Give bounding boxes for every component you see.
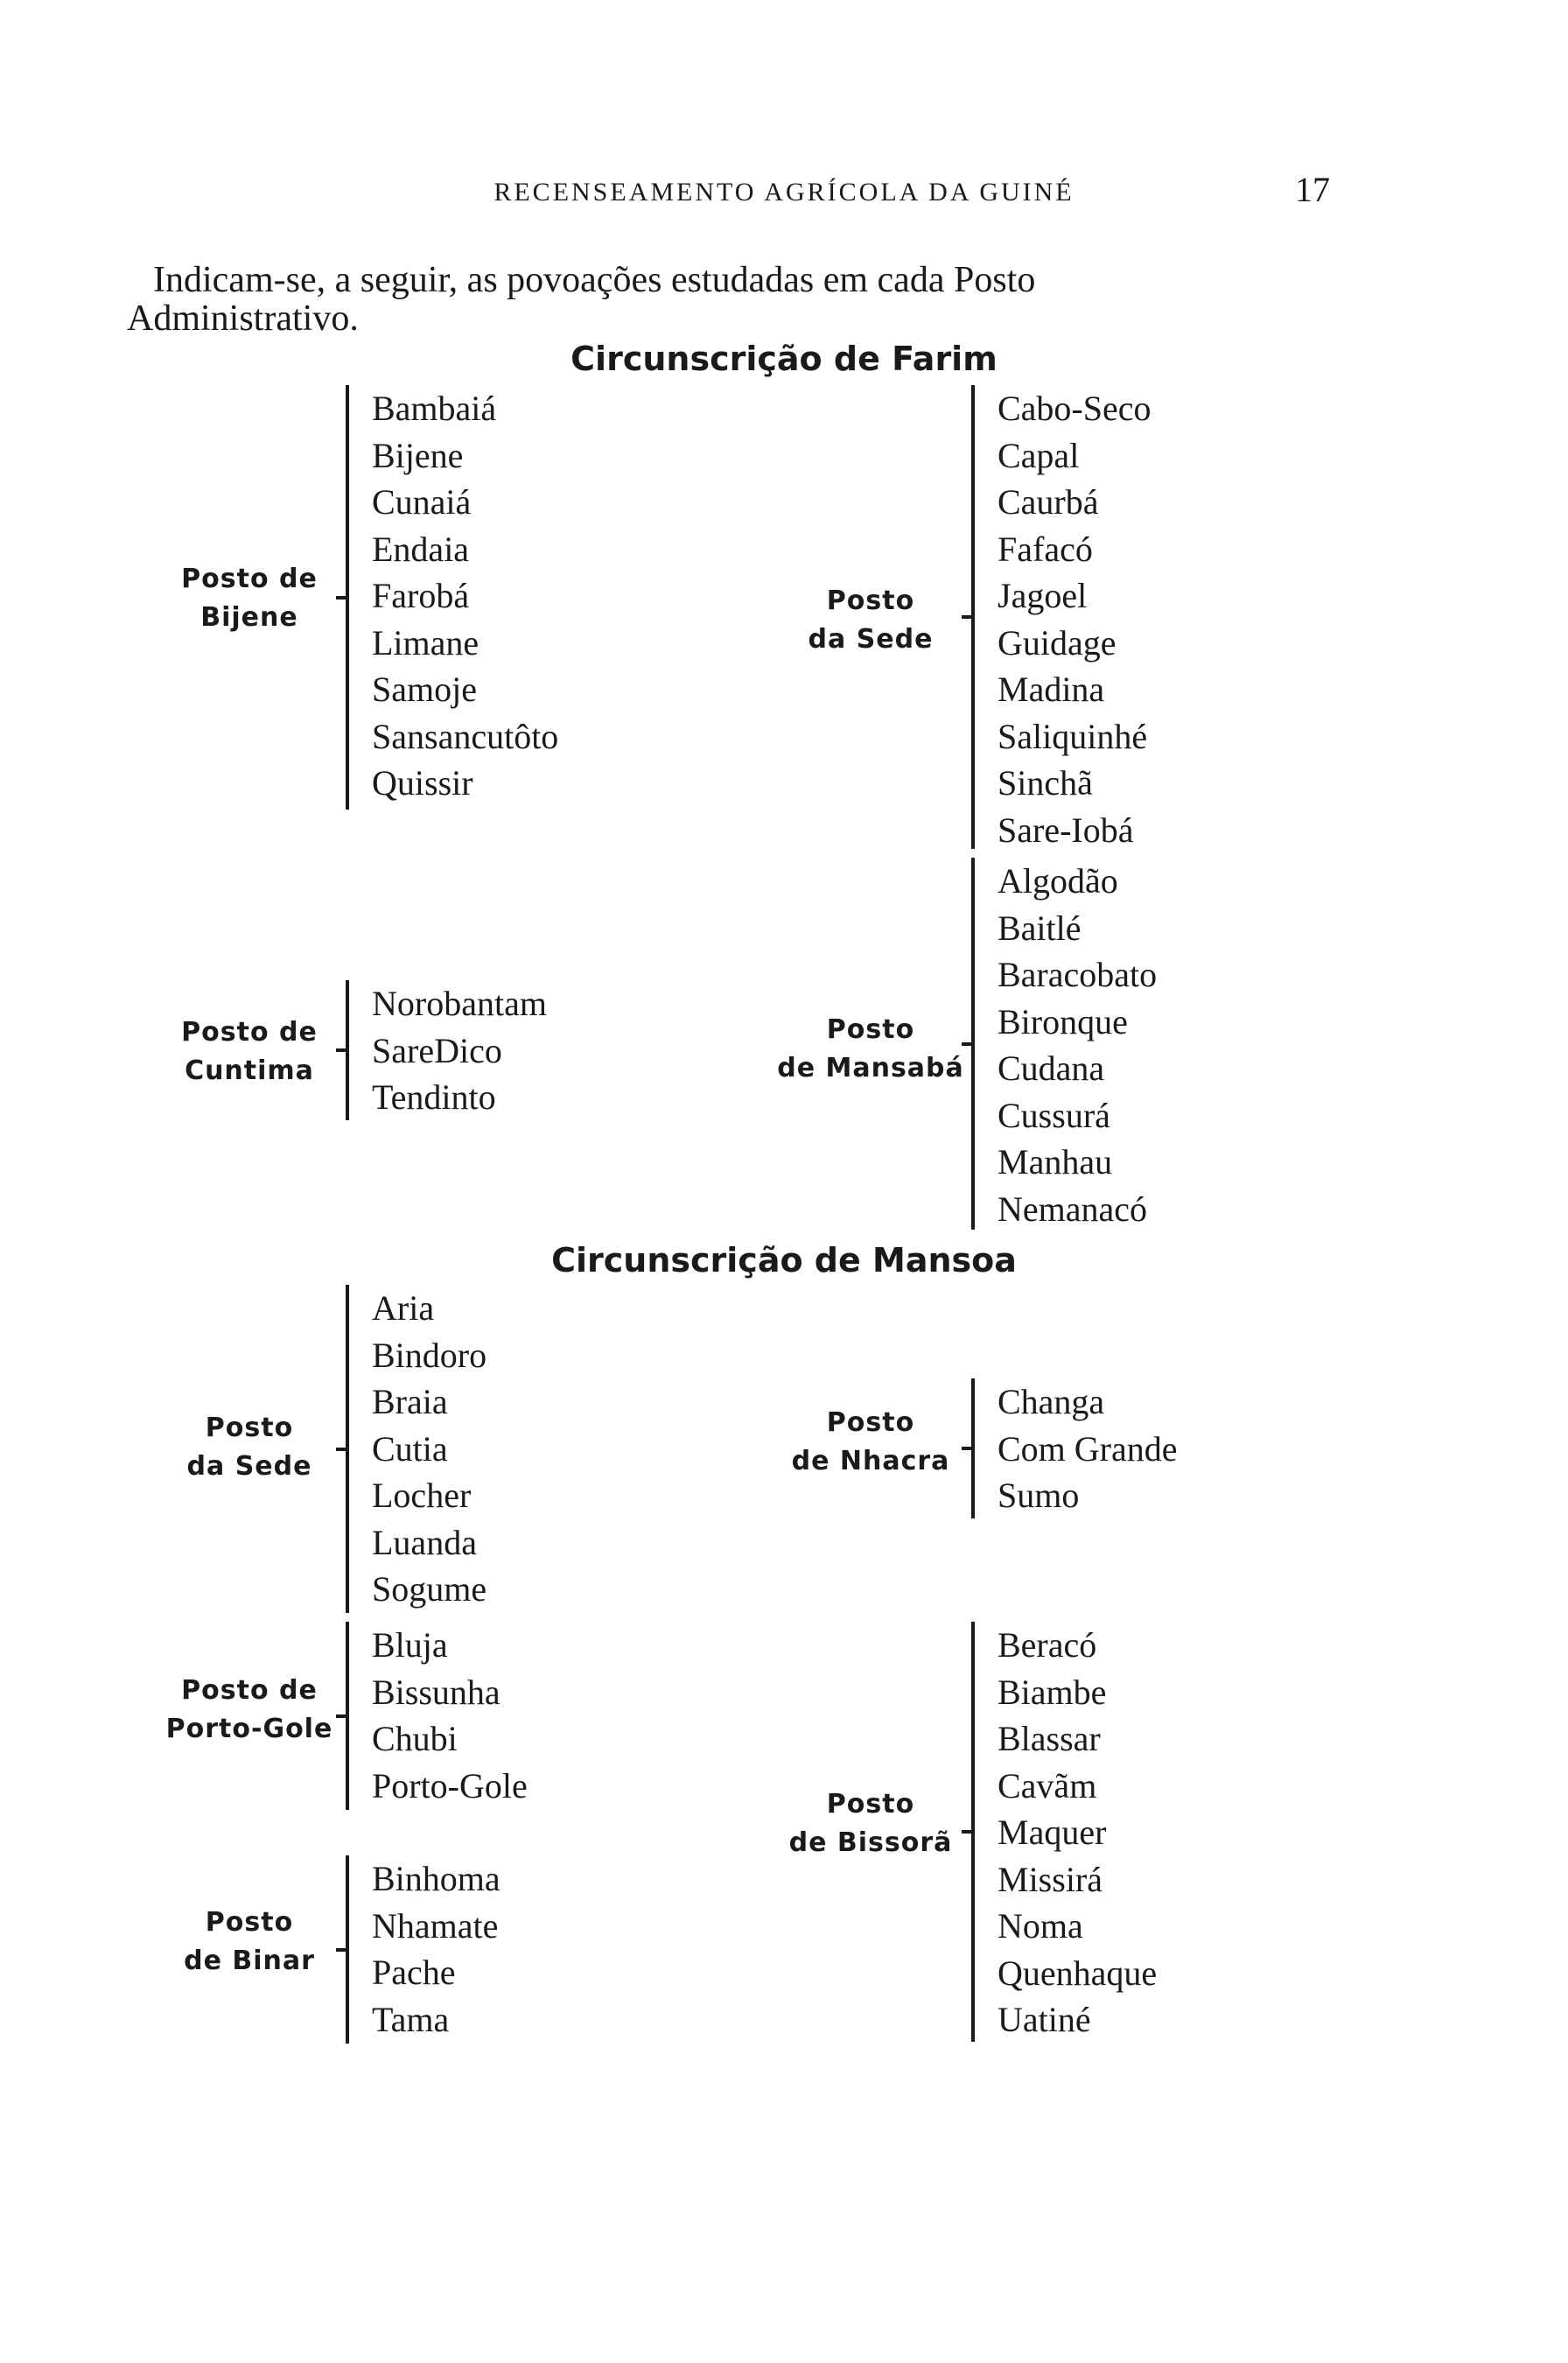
list-item: Beracó xyxy=(998,1625,1097,1665)
list-item: Cabo-Seco xyxy=(998,389,1152,428)
list-item: Com Grande xyxy=(998,1428,1178,1469)
posto-label-line: Posto xyxy=(826,1789,915,1820)
village-list-cuntima xyxy=(372,980,547,1121)
list-item: Uatiné xyxy=(998,2000,1091,2039)
posto-label-binar xyxy=(144,1904,354,1981)
brace xyxy=(346,1285,372,1613)
list-item: Aria xyxy=(372,1288,435,1328)
list-item: Cussurá xyxy=(998,1095,1110,1135)
list-item: Guidage xyxy=(998,622,1116,663)
list-item: Missirá xyxy=(998,1859,1102,1899)
village-list-sede-mansoa xyxy=(372,1285,486,1613)
brace xyxy=(971,1622,998,2042)
list-item: Capal xyxy=(998,435,1080,475)
posto-label-line: Posto de xyxy=(181,564,318,594)
list-item: Fafacó xyxy=(998,529,1093,569)
list-item: Sansancutôto xyxy=(372,716,559,756)
brace xyxy=(971,1378,998,1518)
village-list-bissora xyxy=(998,1622,1157,2044)
list-item: Nemanacó xyxy=(998,1189,1148,1229)
posto-label-line: Cuntima xyxy=(185,1055,314,1086)
section-heading-mansoa: Circunscrição de Mansoa xyxy=(551,1241,1017,1280)
village-list-nhacra xyxy=(998,1378,1178,1519)
posto-label-line: Posto xyxy=(205,1413,294,1443)
list-item: SareDico xyxy=(372,1030,502,1070)
list-item: Pache xyxy=(372,1953,456,1992)
brace xyxy=(346,1622,372,1810)
posto-label-line: Posto de xyxy=(181,1017,318,1048)
list-item: Blassar xyxy=(998,1719,1101,1758)
posto-label-cuntima xyxy=(144,1013,354,1090)
posto-label-line: da Sede xyxy=(808,624,934,655)
list-item: Cudana xyxy=(998,1048,1105,1088)
list-item: Jagoel xyxy=(998,576,1088,615)
list-item: Sogume xyxy=(372,1569,487,1609)
list-item: Bluja xyxy=(372,1625,448,1665)
brace xyxy=(971,385,998,849)
list-item: Bijene xyxy=(372,435,464,475)
list-item: Limane xyxy=(372,622,480,663)
list-item: Braia xyxy=(372,1382,448,1421)
posto-label-line: da Sede xyxy=(186,1451,312,1482)
list-item: Samoje xyxy=(372,670,477,709)
list-item: Binhoma xyxy=(372,1859,500,1898)
brace xyxy=(346,385,372,810)
section-heading-farim: Circunscrição de Farim xyxy=(570,340,998,378)
list-item: Quissir xyxy=(372,763,473,803)
posto-label-bissora xyxy=(766,1785,976,1862)
posto-label-line: Porto-Gole xyxy=(165,1714,333,1744)
list-item: Changa xyxy=(998,1382,1105,1421)
list-item: Noma xyxy=(998,1906,1083,1946)
list-item: Bironque xyxy=(998,1001,1128,1041)
list-item: Chubi xyxy=(372,1719,458,1758)
posto-label-bijene xyxy=(144,560,354,637)
posto-label-line: Posto xyxy=(826,1014,915,1045)
list-item: Caurbá xyxy=(998,482,1099,522)
list-item: Porto-Gole xyxy=(372,1765,528,1806)
posto-label-mansaba xyxy=(766,1011,976,1088)
village-list-mansaba xyxy=(998,858,1157,1232)
list-item: Maquer xyxy=(998,1813,1107,1852)
posto-label-sede-farim xyxy=(766,582,976,659)
posto-label-line: de Nhacra xyxy=(791,1446,950,1476)
list-item: Bambaiá xyxy=(372,389,497,428)
page-number: 17 xyxy=(1295,170,1330,209)
list-item: Sumo xyxy=(998,1476,1080,1515)
list-item: Bindoro xyxy=(372,1335,487,1375)
list-item: Baracobato xyxy=(998,955,1158,994)
posto-label-line: de Binar xyxy=(184,1946,315,1976)
list-item: Tama xyxy=(372,1999,450,2039)
list-item: Luanda xyxy=(372,1522,477,1562)
intro-line-2: Administrativo. xyxy=(127,298,359,339)
list-item: Endaia xyxy=(372,529,470,569)
posto-label-line: Posto xyxy=(826,1407,915,1438)
posto-label-line: Posto xyxy=(826,585,915,616)
list-item: Madina xyxy=(998,670,1105,709)
village-list-sede-farim xyxy=(998,385,1152,853)
list-item: Cunaiá xyxy=(372,482,472,522)
list-item: Locher xyxy=(372,1476,472,1515)
list-item: Algodão xyxy=(998,861,1118,901)
intro-line-1: Indicam-se, a seguir, as povoações estudadas em cada Posto xyxy=(153,260,1036,300)
list-item: Baitlé xyxy=(998,908,1082,948)
list-item: Biambe xyxy=(998,1672,1107,1712)
list-item: Nhamate xyxy=(372,1905,499,1946)
posto-label-sede-mansoa xyxy=(144,1409,354,1486)
brace xyxy=(346,1855,372,2044)
village-list-binar xyxy=(372,1855,500,2043)
posto-label-line: Posto xyxy=(205,1907,294,1938)
village-list-porto-gole xyxy=(372,1622,528,1809)
list-item: Quenhaque xyxy=(998,1953,1158,1993)
posto-label-line: de Mansabá xyxy=(777,1053,964,1083)
list-item: Sinchã xyxy=(998,763,1093,803)
brace xyxy=(971,858,998,1230)
list-item: Saliquinhé xyxy=(998,716,1148,756)
list-item: Norobantam xyxy=(372,984,547,1023)
village-list-bijene xyxy=(372,385,558,807)
posto-label-line: Posto de xyxy=(181,1675,318,1706)
posto-label-porto-gole xyxy=(144,1672,354,1749)
posto-label-line: Bijene xyxy=(200,602,298,633)
list-item: Cavãm xyxy=(998,1765,1097,1806)
posto-label-nhacra xyxy=(766,1404,976,1481)
list-item: Cutia xyxy=(372,1428,448,1469)
running-head: RECENSEAMENTO AGRÍCOLA DA GUINÉ xyxy=(494,178,1074,207)
list-item: Bissunha xyxy=(372,1672,500,1712)
list-item: Farobá xyxy=(372,576,470,615)
list-item: Sare-Iobá xyxy=(998,810,1134,850)
list-item: Tendinto xyxy=(372,1077,496,1117)
brace xyxy=(346,980,372,1120)
list-item: Manhau xyxy=(998,1142,1113,1182)
posto-label-line: de Bissorã xyxy=(788,1827,953,1858)
